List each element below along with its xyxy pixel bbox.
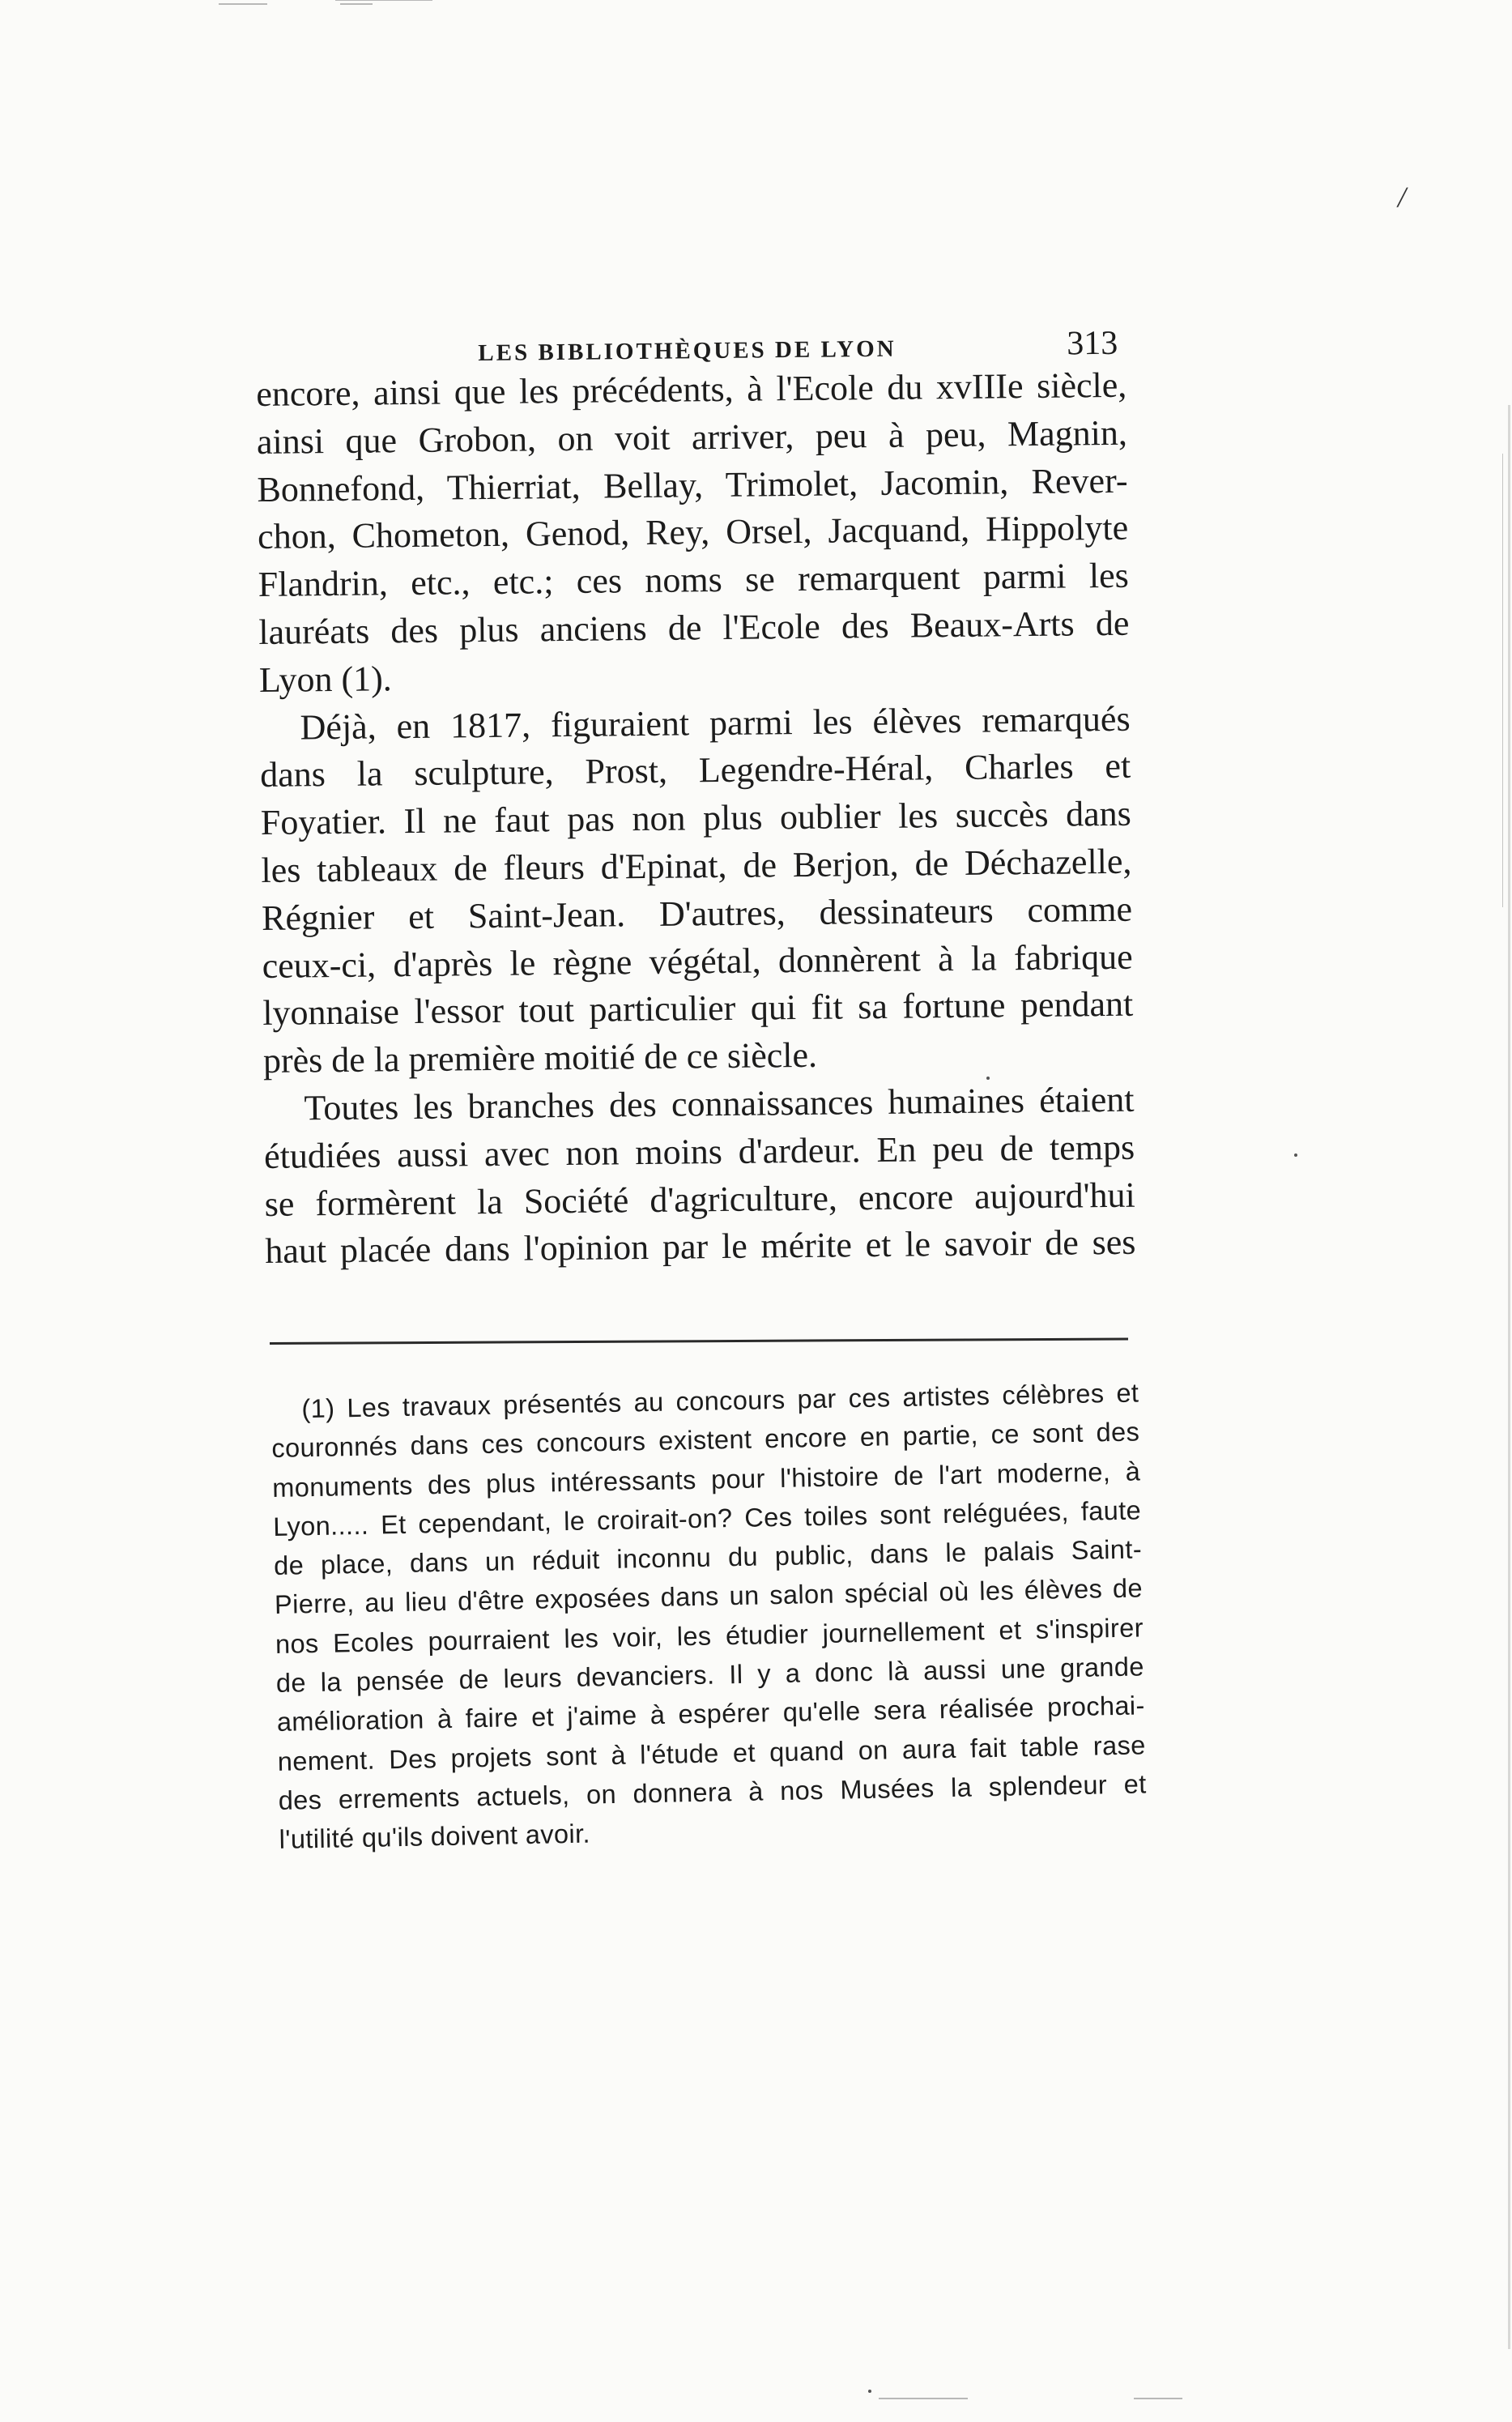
running-title: LES BIBLIOTHÈQUES DE LYON — [478, 335, 897, 366]
scan-artifact — [335, 0, 432, 1]
body-line: lyonnaise l'essor tout particulier qui fit sa fortune pendant — [262, 984, 1134, 1034]
scan-edge — [1508, 405, 1510, 2349]
body-line: ceux-ci, d'après le règne végétal, donnèrent à la fabrique — [262, 936, 1133, 986]
body-line: se formèrent la Société d'agriculture, encore aujourd'hui — [264, 1175, 1135, 1224]
scan-artifact — [340, 3, 373, 5]
footnote-line: nement. Des projets sont à l'étude et quand on aura fait table rase — [277, 1730, 1146, 1776]
body-line: dans la sculpture, Prost, Legendre-Héral, Charles et — [259, 746, 1131, 795]
body-line: haut placée dans l'opinion par le mérite et le savoir de ses — [265, 1222, 1136, 1272]
body-line: ainsi que Grobon, on voit arriver, peu à peu, Magnin, — [256, 412, 1128, 462]
footnote-line: (1) Les travaux présentés au concours par ces artistes célèbres et — [301, 1378, 1139, 1424]
body-line: Lyon (1). — [258, 659, 393, 700]
footnote-line: l'utilité qu'ils doivent avoir. — [279, 1819, 591, 1855]
footnote-line: couronnés dans ces concours existent encore en partie, ce sont des — [271, 1417, 1140, 1464]
body-line: Régnier et Saint-Jean. D'autres, dessinateurs comme — [261, 889, 1133, 938]
footnote-line: des errements actuels, on donnera à nos Musées la splendeur et — [278, 1769, 1147, 1815]
scan-artifact — [879, 2398, 968, 2399]
page-number: 313 — [1066, 324, 1118, 363]
footnote — [270, 1373, 1148, 1859]
body-line: Toutes les branches des connaissances humaines étaient — [304, 1079, 1135, 1128]
footnote-line: Pierre, au lieu d'être exposées dans un salon spécial où les élèves de — [274, 1573, 1144, 1620]
footnote-line: monuments des plus intéressants pour l'histoire de l'art moderne, à — [271, 1456, 1141, 1503]
footnote-line: de la pensée de leurs devanciers. Il y a donc là aussi une grande — [275, 1652, 1145, 1699]
body-line: étudiées aussi avec non moins d'ardeur. En peu de temps — [263, 1127, 1135, 1176]
footnote-line: Lyon..... Et cependant, le croirait-on? Ces toiles sont reléguées, faute — [272, 1495, 1142, 1541]
footnote-line: amélioration à faire et j'aime à espérer qu'elle sera réalisée prochai- — [276, 1691, 1146, 1738]
scan-artifact — [219, 3, 267, 5]
footnote-line: nos Ecoles pourraient les voir, les étudier journellement et s'inspirer — [275, 1613, 1144, 1659]
body-line: les tableaux de fleurs d'Epinat, de Berjon, de Déchazelle, — [261, 841, 1132, 890]
body-line: Foyatier. Il ne faut pas non plus oublier les succès dans — [260, 793, 1132, 843]
body-line: chon, Chometon, Genod, Rey, Orsel, Jacquand, Hippolyte — [257, 508, 1129, 557]
speck — [1294, 1153, 1297, 1157]
body-line: encore, ainsi que les précédents, à l'Ecole du xvIIIe siècle, — [256, 365, 1127, 414]
body-line: Flandrin, etc., etc.; ces noms se remarquent parmi les — [258, 555, 1129, 605]
body-line: Déjà, en 1817, figuraient parmi les élèves remarqués — [300, 698, 1131, 748]
body-line: Bonnefond, Thierriat, Bellay, Trimolet, Jacomin, Rever- — [257, 460, 1128, 510]
scan-edge — [1502, 454, 1503, 907]
scan-artifact — [1134, 2398, 1182, 2399]
body-line: lauréats des plus anciens de l'Ecole des Beaux-Arts de — [258, 603, 1130, 652]
footnote-rule — [270, 1337, 1128, 1345]
footnote-line: de place, dans un réduit inconnu du public, dans le palais Saint- — [273, 1534, 1143, 1581]
body-line: près de la première moitié de ce siècle. — [262, 1034, 818, 1081]
body-text — [256, 362, 1136, 1276]
speck — [868, 2390, 871, 2393]
margin-mark: / — [1398, 181, 1407, 213]
